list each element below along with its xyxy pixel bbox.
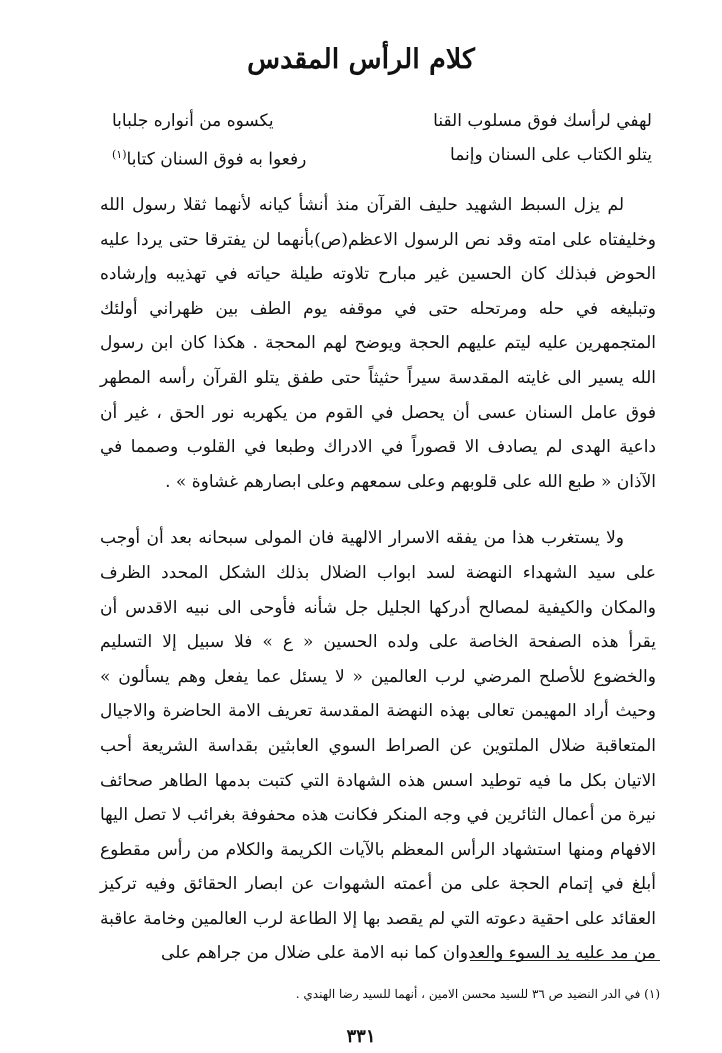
paragraph: ولا يستغرب هذا من يفقه الاسرار الالهية فان المولى سبحانه بعد أن أوجب على سيد الشهداء النهضة لسد ابواب الضلال بذلك الشكل المحدد الظرف والمكان والكيفية لمصالح أدركها الجليل جل شأنه فأوحى الى نبيه الاقدس أن يقرأ هذه الصفحة الخاصة على ولده الحسين « ع » فلا سبيل إلا التسليم والخضوع للأصلح المرضي لرب العالمين « لا يسئل عما يفعل وهم يسألون » وحيث أراد المهيمن تعالى بهذه النهضة المقدسة تعريف الامة الحاضرة والاجيال المتعاقبة ضلال الملتوين عن الصراط السوي العابثين بقداسة الشريعة أحب الاتيان بكل ما فيه توطيد اسس هذه الشهادة التي كتبت بدمها الطاهر صحائف نيرة من أعمال الثائرين في وجه المنكر فكانت هذه محفوفة بغرائب لا تصل اليها الافهام ومنها استشهاد الرأس المعظم بالآيات الكريمة والكلام من رأس مقطوع أبلغ في إتمام الحجة على من أعمته الشهوات عن ابصار الحقائق وفيه تركيز العقائد على احقية دعوته التي لم يقصد بها إلا الطاعة لرب العالمين وخامة عاقبة من مد عليه يد السوء والعدوان كما نبه الامة على ضلال من جراهم على — [100, 528, 656, 964]
poem-hemistich-text: يكسوه من أنواره جلبابا — [112, 111, 274, 131]
footnote-divider — [470, 960, 660, 961]
poem-hemistich-text: رفعوا به فوق السنان كتابا — [126, 149, 307, 170]
body-text — [100, 188, 656, 971]
page-number: ٣٣١ — [346, 1026, 376, 1047]
page-title: كلام الرأس المقدس — [247, 44, 475, 75]
poem-hemistich-second — [112, 104, 372, 138]
footnote: (١) في الدر النضيد ص ٣٦ للسيد محسن الامين ، أنهما للسيد رضا الهندي . — [295, 987, 660, 1001]
poem-hemistich-second — [112, 138, 372, 172]
footnote-marker: (١) — [112, 148, 127, 161]
paragraph: لم يزل السبط الشهيد حليف القرآن منذ أنشأ كيانه لأنهما ثقلا رسول الله وخليفتاه على امته وقد نص الرسول الاعظم(ص)بأنهما لن يفترقا حتى يردا عليه الحوض فبذلك كان الحسين غير مبارح تلاوته طيلة حياته في تهذيبه وإرشاده وتبليغه في حله ومرتحله حتى في موقفه يوم الطف بين ظهراني أولئك المتجمهرين عليه ليتم عليهم الحجة ويوضح لهم المحجة . هكذا كان ابن رسول الله يسير الى غايته المقدسة سيراً حثيثاً حتى طفق يتلو القرآن رأسه المطهر فوق عامل السنان عسى أن يحصل في القوم من يكهربه نور الحق ، غير أن داعية الهدى لم يصادف الا قصوراً في الادراك وطبعا في القلوب وصمما في الآذان « طبع الله على قلوبهم وعلى سمعهم وعلى ابصارهم غشاوة » . — [100, 195, 656, 492]
poem — [112, 104, 652, 172]
poem-verse — [112, 104, 652, 138]
paragraph-gap — [100, 499, 656, 521]
poem-hemistich-first: لهفي لرأسك فوق مسلوب القنا — [433, 111, 652, 131]
poem-verse — [112, 138, 652, 172]
poem-hemistich-first: يتلو الكتاب على السنان وإنما — [450, 145, 652, 165]
